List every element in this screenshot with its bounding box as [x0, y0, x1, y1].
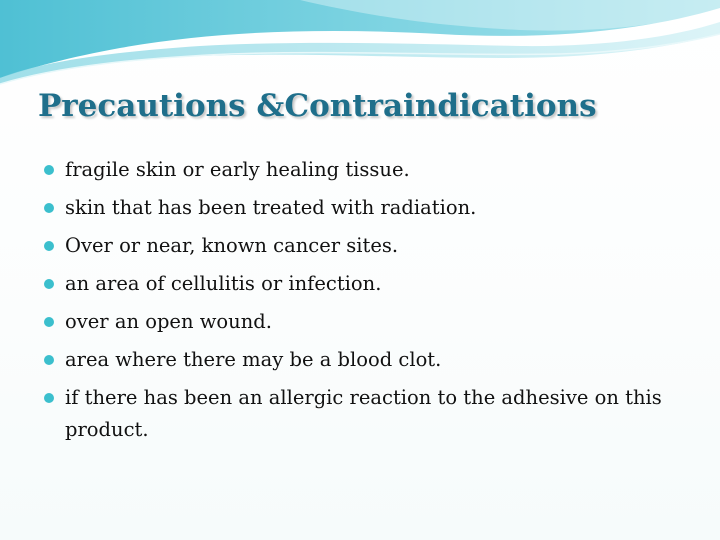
- bullet-marker-icon: [44, 355, 54, 365]
- bullet-text: Over or near, known cancer sites.: [65, 234, 399, 257]
- list-item: [44, 154, 694, 186]
- list-item: [44, 192, 694, 224]
- bullet-marker-icon: [44, 241, 54, 251]
- header-wave-decoration: [0, 0, 720, 90]
- bullet-marker-icon: [44, 279, 54, 289]
- bullet-text: over an open wound.: [65, 310, 272, 333]
- bullet-text: skin that has been treated with radiation.: [65, 196, 477, 219]
- list-item: [44, 306, 694, 338]
- slide-title: Precautions &Contraindications: [38, 88, 597, 124]
- bullet-marker-icon: [44, 203, 54, 213]
- bullet-marker-icon: [44, 165, 54, 175]
- list-item: [44, 382, 694, 446]
- list-item: [44, 230, 694, 262]
- list-item: [44, 268, 694, 300]
- bullet-text: area where there may be a blood clot.: [65, 348, 442, 371]
- bullet-list: [44, 154, 694, 452]
- bullet-text: an area of cellulitis or infection.: [65, 272, 382, 295]
- bullet-text: fragile skin or early healing tissue.: [65, 158, 410, 181]
- bullet-text: if there has been an allergic reaction to the adhesive on this product.: [65, 386, 662, 441]
- bullet-marker-icon: [44, 393, 54, 403]
- bullet-marker-icon: [44, 317, 54, 327]
- list-item: [44, 344, 694, 376]
